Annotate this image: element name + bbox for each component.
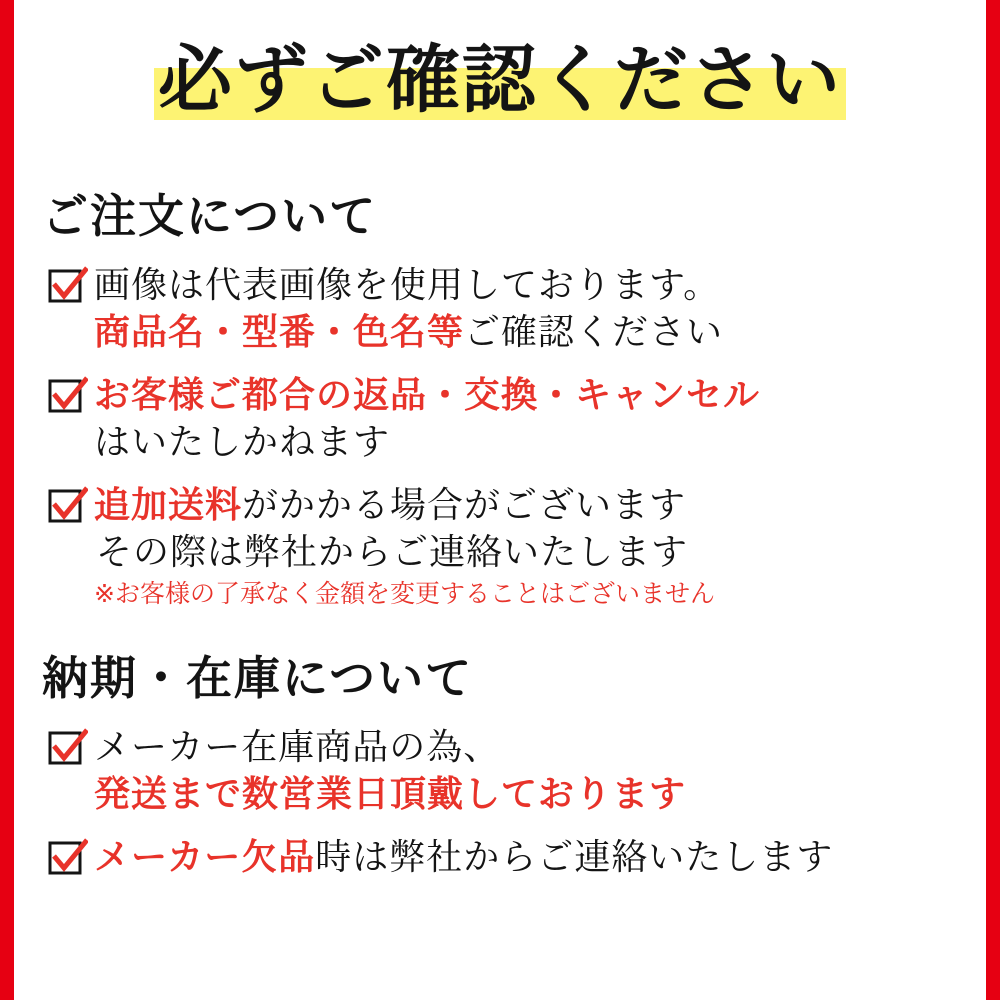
list-item-line: はいたしかねます [94,422,391,463]
highlighted-text: 追加送料 [94,485,243,526]
list-item-lines [94,262,986,356]
section-heading-order: ご注文について [42,189,378,243]
list-item-lines [94,724,986,818]
list-item [48,262,986,356]
list-item-line: メーカー在庫商品の為、 [94,727,501,768]
list-item [48,834,986,881]
page-title-text: 必ずご確認ください [158,37,842,123]
plain-text: がかかる場合がございます [242,485,687,526]
list-item-lines [94,372,986,466]
plain-text: 時は弊社からご連絡いたします [315,837,834,878]
content-area [14,0,986,1000]
page-title [14,28,986,138]
checkbox-checked-icon [48,838,88,878]
list-item-line [94,309,986,356]
list-item-line [94,482,986,529]
list-item-line: その際は弊社からご連絡いたします [96,532,689,573]
list-item-line: 発送まで数営業日頂戴しております [94,774,687,815]
checkbox-checked-icon [48,728,88,768]
list-item-line [94,834,986,881]
left-red-bar [0,0,14,1000]
list-item-lines [94,482,986,612]
highlighted-text: 商品名・型番・色名等 [94,312,465,353]
right-red-bar [986,0,1000,1000]
list-item [48,482,986,612]
section-heading-delivery: 納期・在庫について [42,651,474,705]
list-item-lines [94,834,986,881]
list-item [48,724,986,818]
list-item-line: 画像は代表画像を使用しております。 [94,265,721,306]
highlighted-text: メーカー欠品 [94,837,316,878]
list-item-note: ※お客様の了承なく金額を変更することはございません [94,579,715,608]
checkbox-checked-icon [48,376,88,416]
checkbox-checked-icon [48,266,88,306]
plain-text: ご確認ください [464,312,724,353]
list-item-line: お客様ご都合の返品・交換・キャンセル [94,375,761,416]
checkbox-checked-icon [48,486,88,526]
list-item [48,372,986,466]
